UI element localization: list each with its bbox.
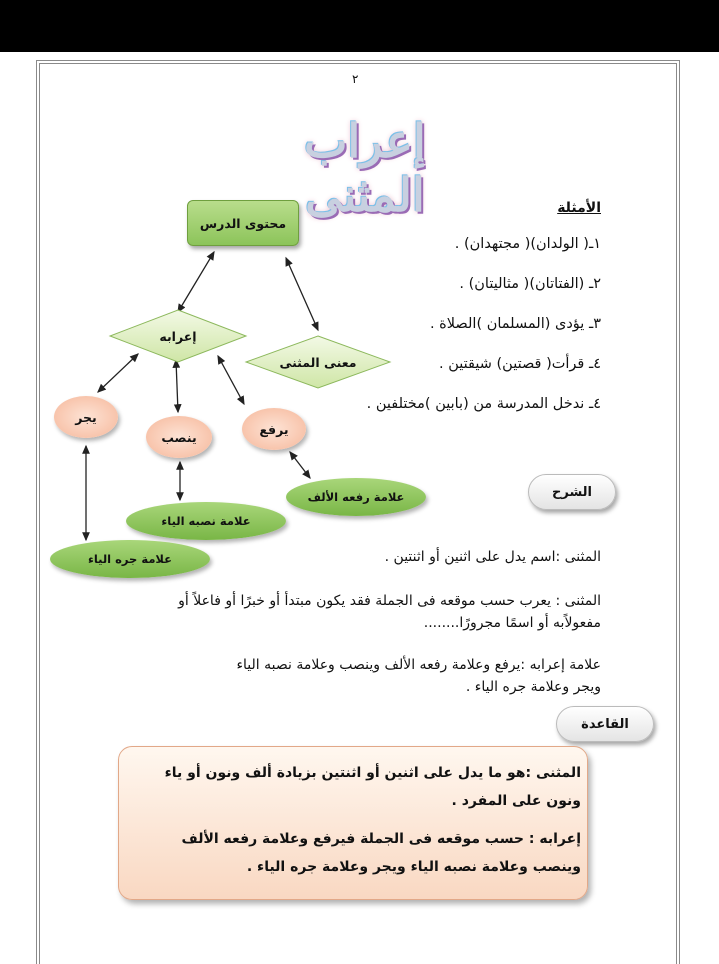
explanation-signs-line2: ويجر وعلامة جره الياء . [465, 679, 601, 695]
rule-line1: المثنى :هو ما يدل على اثنين أو اثنتين بزيادة ألف ونون أو ياء [164, 765, 581, 781]
explanation-declension-line1: المثنى : يعرب حسب موقعه فى الجملة فقد يكون مبتدأ أو خبرًا أو فاعلاً أو [178, 593, 601, 609]
examples-heading: الأمثلة [557, 200, 601, 216]
node-jar: يجر [54, 396, 118, 438]
node-declension: إعرابه [159, 328, 197, 344]
rule-line3: إعرابه : حسب موقعه فى الجملة فيرفع وعلامة رفعه الألف [181, 831, 581, 847]
arrow-raf-sign [290, 452, 310, 478]
explanation-declension-line2: مفعولاًبه أو اسمًا مجرورًا........ [423, 615, 601, 631]
page-title: إعراب المثنى [304, 114, 426, 222]
example-1: ١ـ( الولدان)( مجتهدان) . [454, 236, 601, 252]
arrow-content-meaning [286, 258, 318, 330]
explanation-label: الشرح [528, 474, 616, 510]
node-meaning: معنى المثنى [279, 354, 357, 370]
rule-line2: ونون على المفرد . [451, 793, 581, 809]
arrow-declension-nasb [176, 360, 178, 412]
rule-line4: وينصب وعلامة نصبه الياء ويجر وعلامة جره الياء . [246, 859, 581, 875]
explanation-signs-line1: علامة إعرابه :يرفع وعلامة رفعه الألف وينصب وعلامة نصبه الياء [236, 657, 601, 673]
rule-label: القاعدة [556, 706, 654, 742]
example-4: ٤ـ قرأت( قصتين) شيقتين . [439, 356, 601, 372]
node-raf: يرفع [242, 408, 306, 450]
node-jar-sign: علامة جره الياء [50, 540, 210, 578]
example-3: ٣ـ يؤدى (المسلمان )الصلاة . [429, 316, 601, 332]
example-5: ٤ـ ندخل المدرسة من (بابين )مختلفين . [366, 396, 601, 412]
page-number: ٢ [352, 72, 359, 86]
node-lesson-content: محتوى الدرس [187, 200, 299, 246]
explanation-definition: المثنى :اسم يدل على اثنين أو اثنتين . [384, 549, 601, 565]
node-nasb: ينصب [146, 416, 212, 458]
arrow-content-declension [178, 252, 214, 312]
example-2: ٢ـ (الفتاتان)( مثاليتان) . [459, 276, 601, 292]
node-raf-sign: علامة رفعه الألف [286, 478, 426, 516]
node-nasb-sign: علامة نصبه الياء [126, 502, 286, 540]
